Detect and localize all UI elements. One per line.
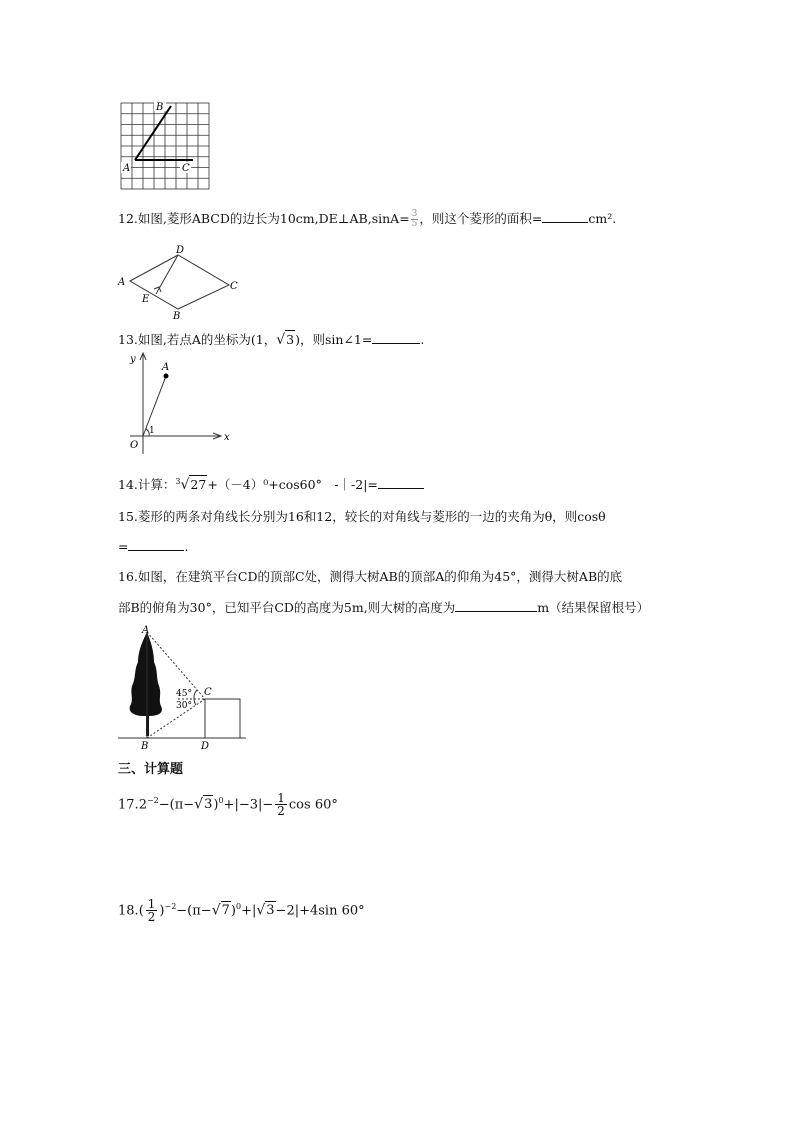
- q13-answer-blank[interactable]: [372, 331, 420, 344]
- question-17: $17.2^{-2}-(\pi-√3)^0+|-3|-$ $\frac{1}{2}$ cos 60°: [118, 791, 338, 819]
- fig16-label-a: A: [142, 625, 150, 636]
- fig12-label-a: A: [118, 277, 126, 288]
- fig12-label-e: E: [142, 294, 150, 305]
- question-15-line1: 15.菱形的两条对角线长分别为16和12，较长的对角线与菱形的一边的夹角为θ，则cosθ: [118, 509, 606, 524]
- q12-unit: cm².: [588, 211, 617, 226]
- fig16-label-30: 30°: [176, 701, 192, 711]
- fig16-tree-platform-figure: [118, 624, 248, 752]
- q13-radicand: 3: [286, 332, 295, 347]
- fig16-label-c: C: [204, 687, 212, 698]
- question-18: 18.( $\frac{1}{2}$ )$^{-2}-(\pi-√7)^0+|√3-2|+4\sin$ 60°: [118, 897, 365, 925]
- q16-answer-blank[interactable]: [455, 599, 537, 612]
- question-14: 14.计算：$^3$√27+（－4）⁰+cos60° -｜-2|=: [118, 473, 424, 494]
- q13-coord-close: ): [295, 332, 300, 347]
- fig16-label-45: 45°: [176, 689, 192, 699]
- q13-suffix: ，则sin∠1=: [300, 332, 373, 347]
- q13-prefix: 13.如图,若点A的坐标为: [118, 332, 251, 347]
- q12-answer-blank[interactable]: [542, 210, 588, 223]
- tree-silhouette-icon: [130, 632, 162, 736]
- fig11-label-c: C: [182, 163, 190, 174]
- section-3-heading: 三、计算题: [118, 762, 184, 777]
- fig13-label-x: x: [224, 432, 230, 443]
- q14-answer-blank[interactable]: [378, 476, 424, 489]
- q13-coord-open: (1，: [250, 332, 277, 347]
- fig16-label-b: B: [141, 741, 149, 752]
- fig12-label-b: B: [173, 311, 181, 321]
- q14-prefix: 14.计算：: [118, 477, 176, 493]
- fig13-label-y: y: [130, 354, 136, 365]
- fig13-axes-figure: [116, 350, 236, 456]
- question-16-line1: 16.如图，在建筑平台CD的顶部C处，测得大树AB的顶部A的仰角为45°，测得大树AB的底: [118, 569, 623, 584]
- q14-rest: +（－4）⁰+cos60° -｜-2|=: [207, 477, 378, 493]
- fig11-label-a: A: [123, 163, 131, 174]
- fig13-label-o: O: [130, 440, 139, 451]
- question-16-line2: 部B的俯角为30°，已知平台CD的高度为5m,则大树的高度为 m（结果保留根号）: [118, 600, 650, 615]
- question-12: [118, 210, 616, 229]
- fig11-label-b: B: [156, 102, 164, 113]
- q12-prefix: 12.如图,菱形ABCD的边长为10cm,DE⊥AB,sinA=: [118, 211, 410, 226]
- q12-suffix: ，则这个菱形的面积=: [419, 211, 543, 226]
- q12-fraction: $\frac{3}{5}$: [411, 209, 418, 229]
- question-13: 13.如图,若点A的坐标为(1，√3)，则sin∠1= .: [118, 332, 425, 348]
- fig13-label-a: A: [162, 362, 170, 373]
- question-15-line2: = .: [118, 539, 189, 554]
- fig11-grid-figure: [118, 100, 212, 192]
- fig13-label-one: 1: [149, 426, 155, 436]
- fig16-label-d: D: [201, 741, 210, 752]
- q14-root-index: 3: [175, 477, 181, 486]
- fig12-rhombus-figure: [116, 243, 242, 321]
- fig12-label-d: D: [176, 245, 185, 256]
- fig12-label-c: C: [230, 281, 238, 292]
- q15-answer-blank[interactable]: [128, 538, 184, 551]
- q14-radicand: 27: [190, 477, 207, 493]
